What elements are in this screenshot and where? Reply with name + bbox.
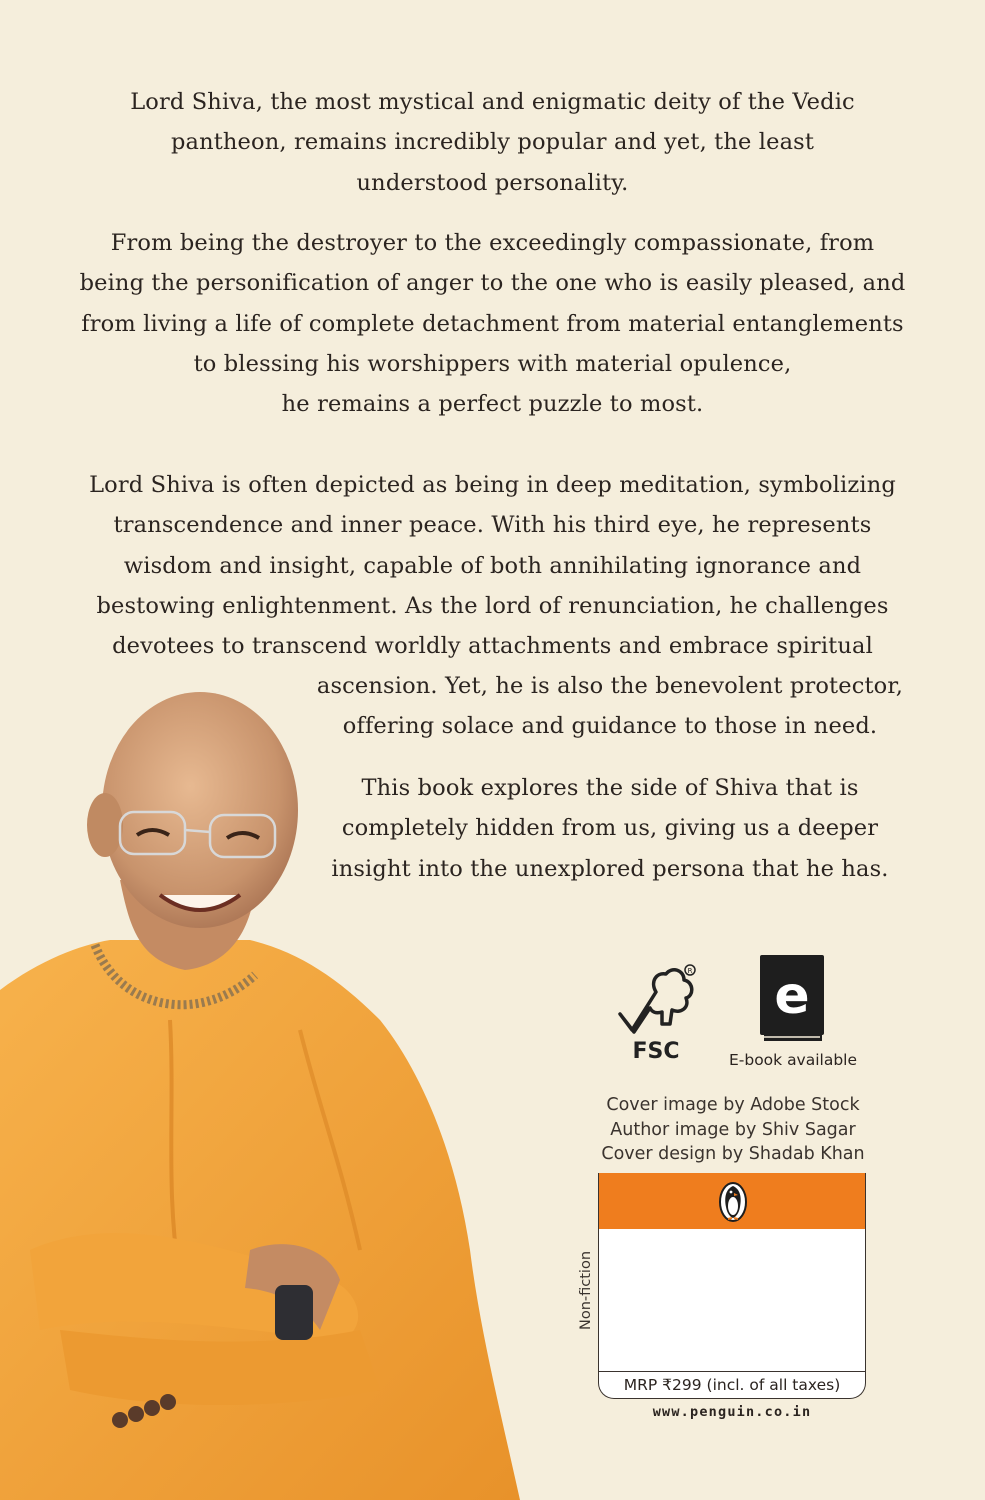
- blurb-line: bestowing enlightenment. As the lord of renunciation, he challenges: [96, 592, 889, 619]
- blurb-line: being the personification of anger to the one who is easily pleased, and: [79, 270, 906, 297]
- price-label: MRP ₹299 (incl. of all taxes): [599, 1371, 865, 1394]
- blurb-line: to blessing his worshippers with material opulence,: [193, 350, 792, 377]
- blurb-line: This book explores the side of Shiva that is: [361, 775, 859, 801]
- blurb-line: Lord Shiva is often depicted as being in deep meditation, symbolizing: [89, 472, 896, 498]
- blurb-line: From being the destroyer to the exceedingly compassionate, from: [110, 230, 875, 256]
- publisher-website: www.penguin.co.in: [652, 1404, 812, 1420]
- price-box: [598, 1173, 866, 1399]
- blurb-line: insight into the unexplored persona that he has.: [331, 855, 889, 882]
- blurb-paragraph-3: [60, 465, 925, 666]
- ebook-badge: [728, 955, 858, 1075]
- blurb-line: ascension. Yet, he is also the benevolent protector,: [316, 673, 904, 699]
- blurb-line: he remains a perfect puzzle to most.: [281, 391, 704, 418]
- fsc-text: FSC: [632, 1039, 680, 1064]
- blurb-line: understood personality.: [356, 169, 629, 196]
- blurb-line: offering solace and guidance to those in need.: [342, 713, 878, 740]
- penguin-logo-icon: [718, 1181, 748, 1223]
- blurb-line: wisdom and insight, capable of both annihilating ignorance and: [123, 552, 862, 579]
- svg-text:R: R: [687, 967, 693, 975]
- blurb-paragraph-2: [60, 223, 925, 424]
- blurb-line: completely hidden from us, giving us a deeper: [341, 815, 879, 842]
- blurb-paragraph-1: [60, 82, 925, 203]
- category-label: Non-fiction: [578, 1250, 594, 1330]
- fsc-logo-icon: [610, 962, 702, 1066]
- credit-line: Cover design by Shadab Khan: [601, 1144, 865, 1164]
- credit-line: Cover image by Adobe Stock: [606, 1095, 860, 1115]
- cover-credits: [588, 1093, 878, 1167]
- publisher-band: [599, 1173, 865, 1229]
- credit-line: Author image by Shiv Sagar: [610, 1119, 856, 1140]
- blurb-line: pantheon, remains incredibly popular and yet, the least: [170, 129, 815, 156]
- blurb-line: Lord Shiva, the most mystical and enigmatic deity of the Vedic: [130, 89, 855, 115]
- blurb-line: from living a life of complete detachment from material entanglements: [81, 310, 904, 337]
- ebook-icon: [758, 955, 826, 1045]
- blurb-line: transcendence and inner peace. With his third eye, he represents: [113, 512, 872, 539]
- ebook-letter: e: [774, 966, 810, 1026]
- ebook-label: E-book available: [728, 1051, 858, 1069]
- author-photo: [0, 690, 520, 1500]
- blurb-line: devotees to transcend worldly attachments and embrace spiritual: [112, 633, 873, 660]
